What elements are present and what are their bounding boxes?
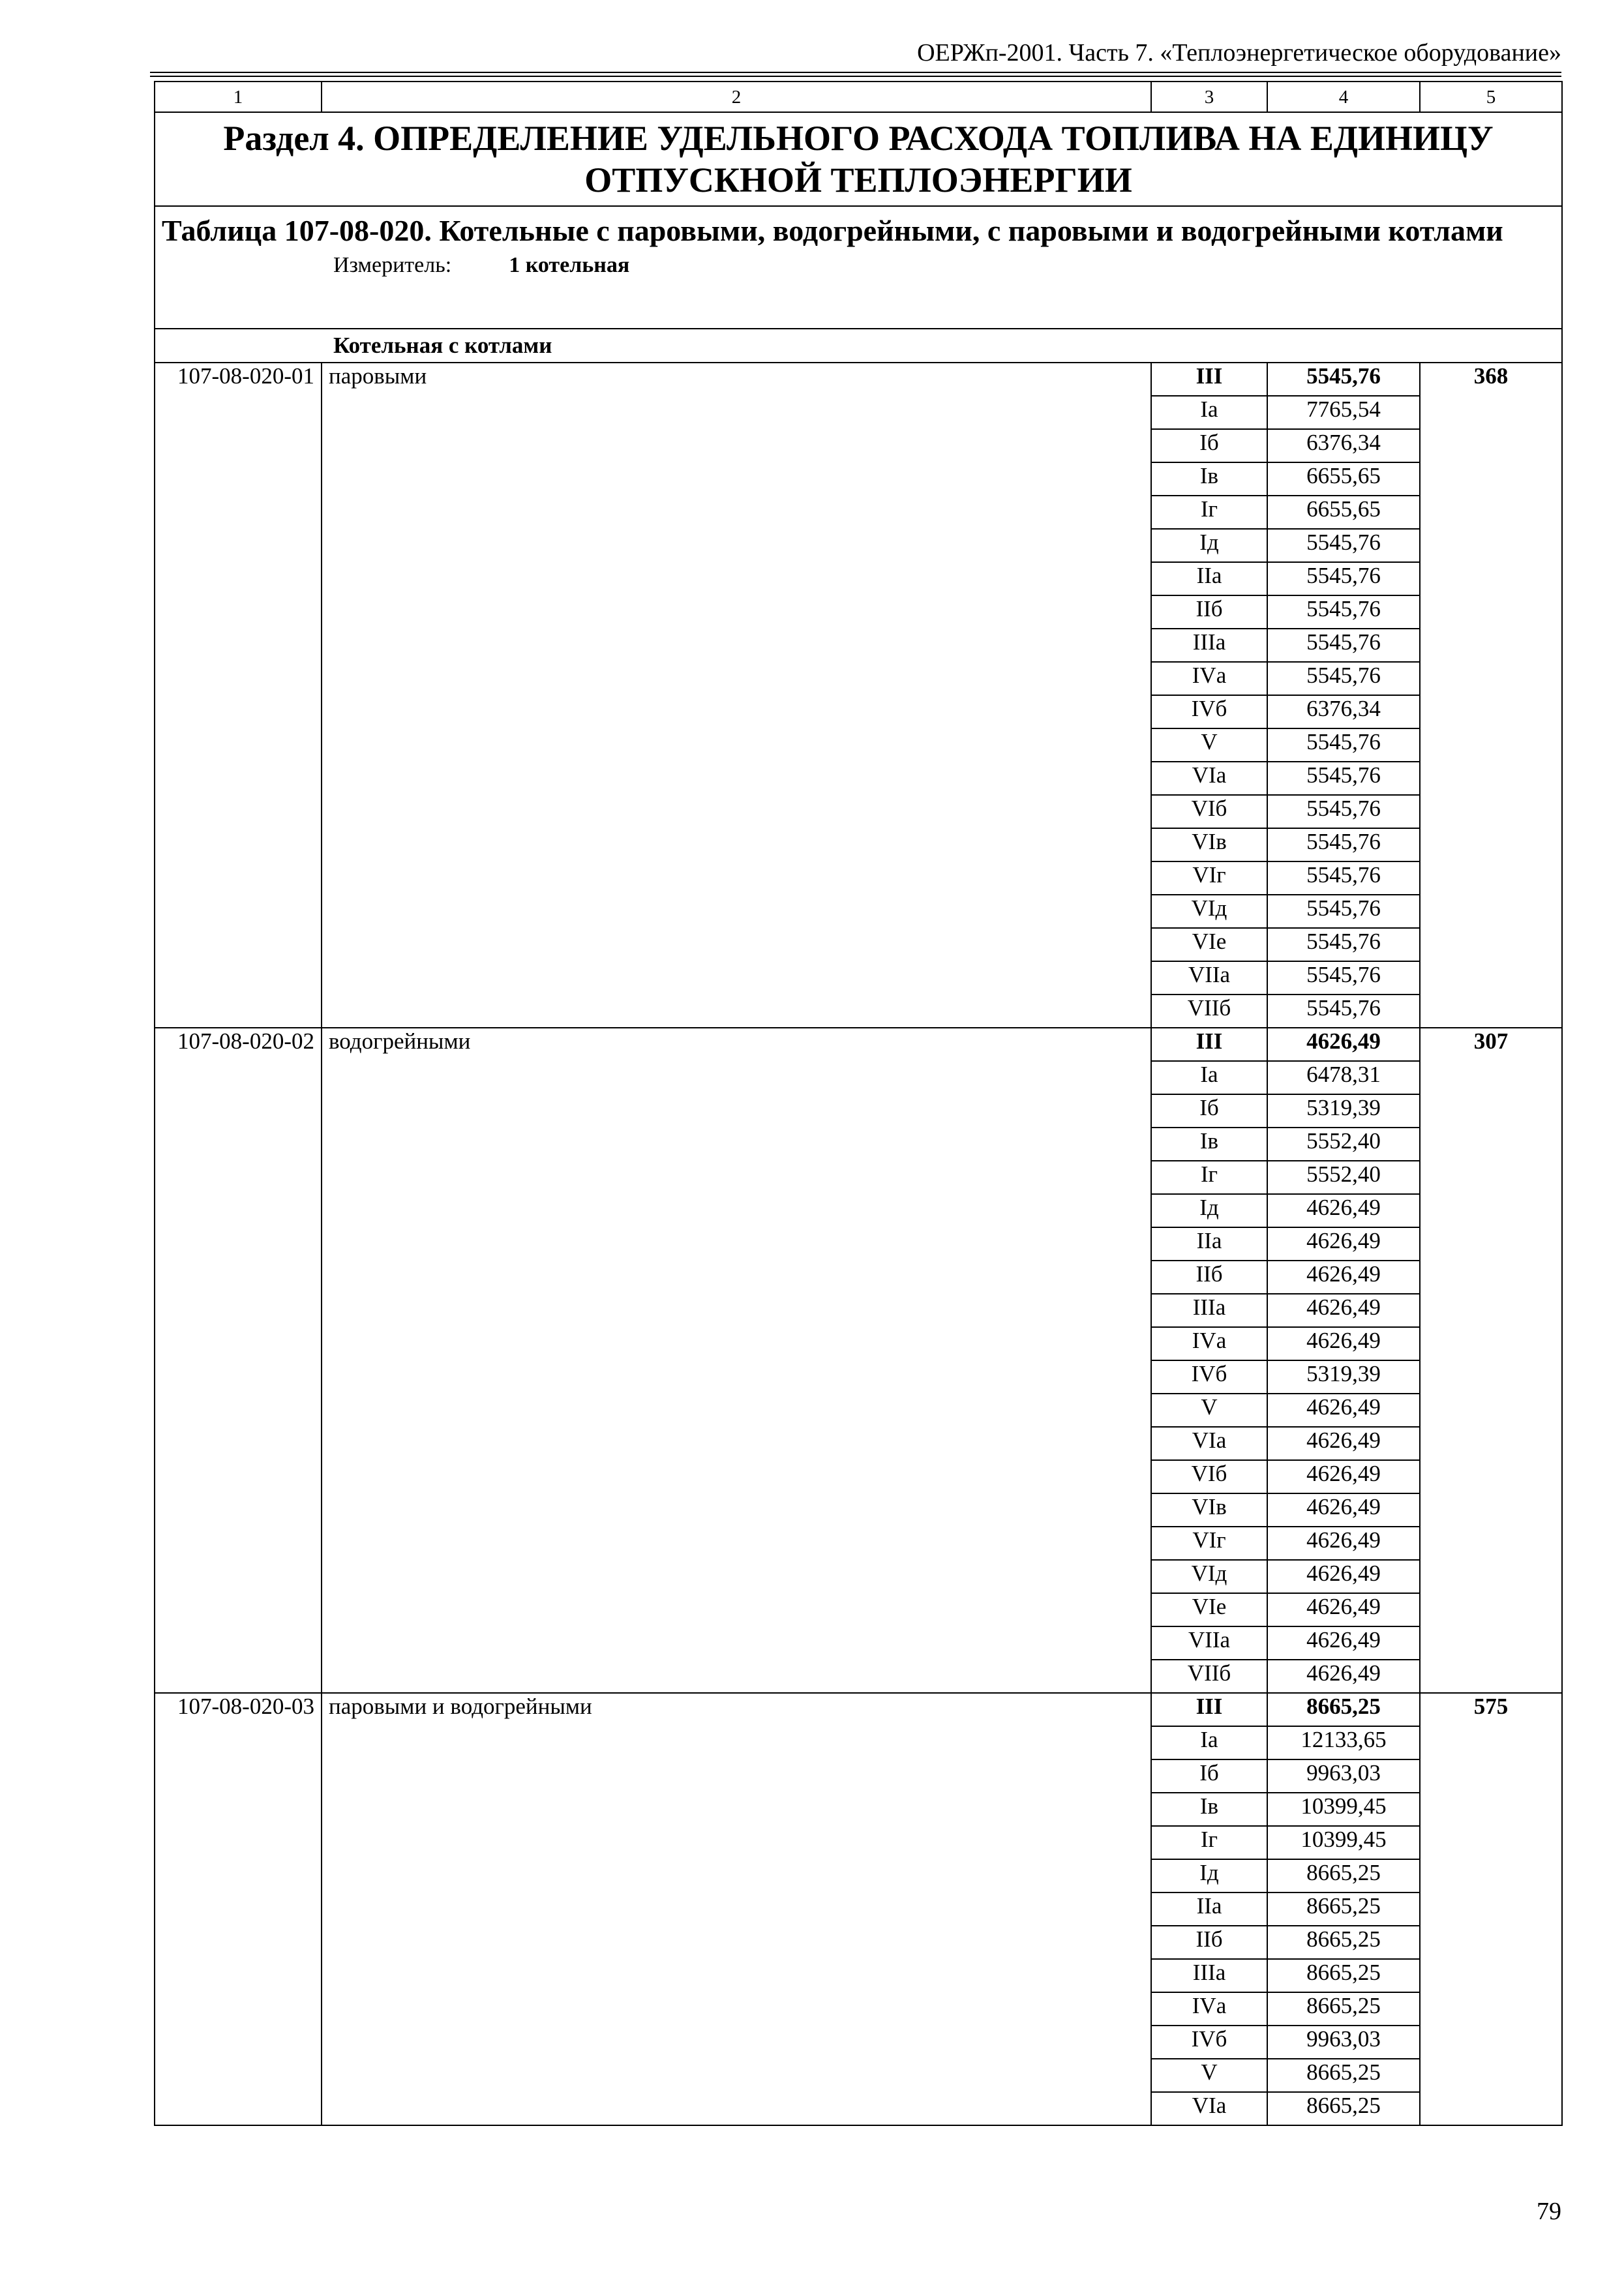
- cost-cell: 6376,34: [1267, 429, 1420, 462]
- cost-cell: 7765,54: [1267, 396, 1420, 429]
- zone-cell: IVб: [1151, 695, 1267, 728]
- zone-cell: IVб: [1151, 2026, 1267, 2059]
- cost-cell: 10399,45: [1267, 1793, 1420, 1826]
- cost-cell: 4626,49: [1267, 1593, 1420, 1626]
- rate-description: паровыми и водогрейными: [322, 1693, 1151, 2125]
- zone-cell: VIд: [1151, 1560, 1267, 1593]
- zone-cell: Iб: [1151, 1759, 1267, 1793]
- column-number: 2: [322, 82, 1151, 112]
- zone-cell: VIб: [1151, 795, 1267, 828]
- zone-cell: VIIб: [1151, 1660, 1267, 1693]
- cost-cell: 8665,25: [1267, 1992, 1420, 2026]
- cost-cell: 5545,76: [1267, 762, 1420, 795]
- zone-cell: V: [1151, 1394, 1267, 1427]
- zone-cell: IIIа: [1151, 1959, 1267, 1992]
- zone-cell: IIа: [1151, 562, 1267, 595]
- cost-cell: 4626,49: [1267, 1460, 1420, 1493]
- zone-cell: VIв: [1151, 1493, 1267, 1527]
- rates-table: [154, 81, 1563, 2126]
- cost-cell: 4626,49: [1267, 1261, 1420, 1294]
- cost-cell: 4626,49: [1267, 1028, 1420, 1061]
- meter-label: Измеритель:: [333, 253, 452, 277]
- table-title-cell: [155, 206, 1562, 329]
- meter-value: 1 котельная: [509, 253, 630, 277]
- cost-cell: 5545,76: [1267, 928, 1420, 961]
- zone-cell: VIе: [1151, 1593, 1267, 1626]
- cost-cell: 8665,25: [1267, 1926, 1420, 1959]
- column-number: 5: [1420, 82, 1562, 112]
- zone-cell: VIа: [1151, 762, 1267, 795]
- fuel-norm: 368: [1420, 363, 1562, 1028]
- cost-cell: 5545,76: [1267, 595, 1420, 629]
- table-row: [155, 1693, 1562, 1726]
- cost-cell: 8665,25: [1267, 2092, 1420, 2125]
- cost-cell: 5545,76: [1267, 662, 1420, 695]
- table-title: Таблица 107-08-020. Котельные с паровыми, водогрейными, с паровыми и водогрейными котлами: [162, 214, 1503, 247]
- cost-cell: 5545,76: [1267, 529, 1420, 562]
- group-heading: Котельная с котлами: [155, 329, 1562, 363]
- cost-cell: 8665,25: [1267, 1959, 1420, 1992]
- cost-cell: 5319,39: [1267, 1094, 1420, 1128]
- fuel-norm: 575: [1420, 1693, 1562, 2125]
- cost-cell: 8665,25: [1267, 1893, 1420, 1926]
- zone-cell: V: [1151, 728, 1267, 762]
- rate-code: 107-08-020-01: [155, 363, 322, 1028]
- cost-cell: 5545,76: [1267, 828, 1420, 861]
- cost-cell: 5545,76: [1267, 861, 1420, 895]
- meter-line: [333, 252, 1555, 278]
- cost-cell: 4626,49: [1267, 1493, 1420, 1527]
- cost-cell: 4626,49: [1267, 1626, 1420, 1660]
- zone-cell: IIа: [1151, 1893, 1267, 1926]
- zone-cell: Iб: [1151, 429, 1267, 462]
- zone-cell: Iб: [1151, 1094, 1267, 1128]
- zone-cell: IIб: [1151, 1261, 1267, 1294]
- zone-cell: IIIа: [1151, 629, 1267, 662]
- cost-cell: 4626,49: [1267, 1327, 1420, 1360]
- zone-cell: VIд: [1151, 895, 1267, 928]
- table-row: [155, 1028, 1562, 1061]
- cost-cell: 4626,49: [1267, 1394, 1420, 1427]
- zone-cell: Iв: [1151, 1128, 1267, 1161]
- zone-cell: VIIа: [1151, 1626, 1267, 1660]
- zone-cell: Iг: [1151, 1826, 1267, 1859]
- zone-cell: IVа: [1151, 1327, 1267, 1360]
- rate-description: водогрейными: [322, 1028, 1151, 1693]
- zone-cell: III: [1151, 363, 1267, 396]
- cost-cell: 5545,76: [1267, 995, 1420, 1028]
- cost-cell: 4626,49: [1267, 1527, 1420, 1560]
- zone-cell: III: [1151, 1028, 1267, 1061]
- section-title: Раздел 4. ОПРЕДЕЛЕНИЕ УДЕЛЬНОГО РАСХОДА ТОПЛИВА НА ЕДИНИЦУ ОТПУСКНОЙ ТЕПЛОЭНЕРГИИ: [155, 112, 1562, 206]
- cost-cell: 6655,65: [1267, 496, 1420, 529]
- cost-cell: 4626,49: [1267, 1660, 1420, 1693]
- table-title-row: [155, 206, 1562, 329]
- cost-cell: 5545,76: [1267, 795, 1420, 828]
- cost-cell: 6655,65: [1267, 462, 1420, 496]
- cost-cell: 9963,03: [1267, 1759, 1420, 1793]
- zone-cell: Iг: [1151, 1161, 1267, 1194]
- column-number: 4: [1267, 82, 1420, 112]
- cost-cell: 4626,49: [1267, 1560, 1420, 1593]
- zone-cell: VIг: [1151, 1527, 1267, 1560]
- zone-cell: VIа: [1151, 1427, 1267, 1460]
- cost-cell: 5545,76: [1267, 363, 1420, 396]
- table-row: [155, 363, 1562, 396]
- zone-cell: Iв: [1151, 1793, 1267, 1826]
- cost-cell: 4626,49: [1267, 1294, 1420, 1327]
- header-rule: [150, 72, 1561, 73]
- fuel-norm: 307: [1420, 1028, 1562, 1693]
- zone-cell: Iд: [1151, 1194, 1267, 1227]
- cost-cell: 12133,65: [1267, 1726, 1420, 1759]
- cost-cell: 5545,76: [1267, 562, 1420, 595]
- cost-cell: 5319,39: [1267, 1360, 1420, 1394]
- cost-cell: 5545,76: [1267, 961, 1420, 995]
- zone-cell: VIб: [1151, 1460, 1267, 1493]
- zone-cell: VIIа: [1151, 961, 1267, 995]
- cost-cell: 5552,40: [1267, 1161, 1420, 1194]
- zone-cell: VIв: [1151, 828, 1267, 861]
- rate-description: паровыми: [322, 363, 1151, 1028]
- cost-cell: 5545,76: [1267, 728, 1420, 762]
- cost-cell: 9963,03: [1267, 2026, 1420, 2059]
- column-number: 3: [1151, 82, 1267, 112]
- zone-cell: Iд: [1151, 529, 1267, 562]
- column-number: 1: [155, 82, 322, 112]
- cost-cell: 6478,31: [1267, 1061, 1420, 1094]
- page-number: 79: [1537, 2198, 1561, 2225]
- zone-cell: IVа: [1151, 1992, 1267, 2026]
- cost-cell: 8665,25: [1267, 2059, 1420, 2092]
- cost-cell: 8665,25: [1267, 1859, 1420, 1893]
- group-heading-row: [155, 329, 1562, 363]
- zone-cell: Iа: [1151, 396, 1267, 429]
- zone-cell: VIг: [1151, 861, 1267, 895]
- running-header: ОЕРЖп-2001. Часть 7. «Теплоэнергетическое оборудование»: [917, 39, 1561, 67]
- zone-cell: IIб: [1151, 595, 1267, 629]
- zone-cell: IIа: [1151, 1227, 1267, 1261]
- zone-cell: IVа: [1151, 662, 1267, 695]
- section-title-row: [155, 112, 1562, 206]
- zone-cell: VIе: [1151, 928, 1267, 961]
- zone-cell: VIа: [1151, 2092, 1267, 2125]
- cost-cell: 5552,40: [1267, 1128, 1420, 1161]
- cost-cell: 6376,34: [1267, 695, 1420, 728]
- cost-cell: 5545,76: [1267, 629, 1420, 662]
- header-rule: [150, 76, 1561, 77]
- zone-cell: Iг: [1151, 496, 1267, 529]
- cost-cell: 4626,49: [1267, 1194, 1420, 1227]
- zone-cell: V: [1151, 2059, 1267, 2092]
- cost-cell: 4626,49: [1267, 1427, 1420, 1460]
- zone-cell: III: [1151, 1693, 1267, 1726]
- zone-cell: VIIб: [1151, 995, 1267, 1028]
- cost-cell: 8665,25: [1267, 1693, 1420, 1726]
- cost-cell: 4626,49: [1267, 1227, 1420, 1261]
- cost-cell: 10399,45: [1267, 1826, 1420, 1859]
- cost-cell: 5545,76: [1267, 895, 1420, 928]
- column-number-row: [155, 82, 1562, 112]
- zone-cell: Iд: [1151, 1859, 1267, 1893]
- rate-code: 107-08-020-03: [155, 1693, 322, 2125]
- zone-cell: Iв: [1151, 462, 1267, 496]
- zone-cell: Iа: [1151, 1061, 1267, 1094]
- zone-cell: IIIа: [1151, 1294, 1267, 1327]
- zone-cell: IIб: [1151, 1926, 1267, 1959]
- zone-cell: Iа: [1151, 1726, 1267, 1759]
- rate-code: 107-08-020-02: [155, 1028, 322, 1693]
- zone-cell: IVб: [1151, 1360, 1267, 1394]
